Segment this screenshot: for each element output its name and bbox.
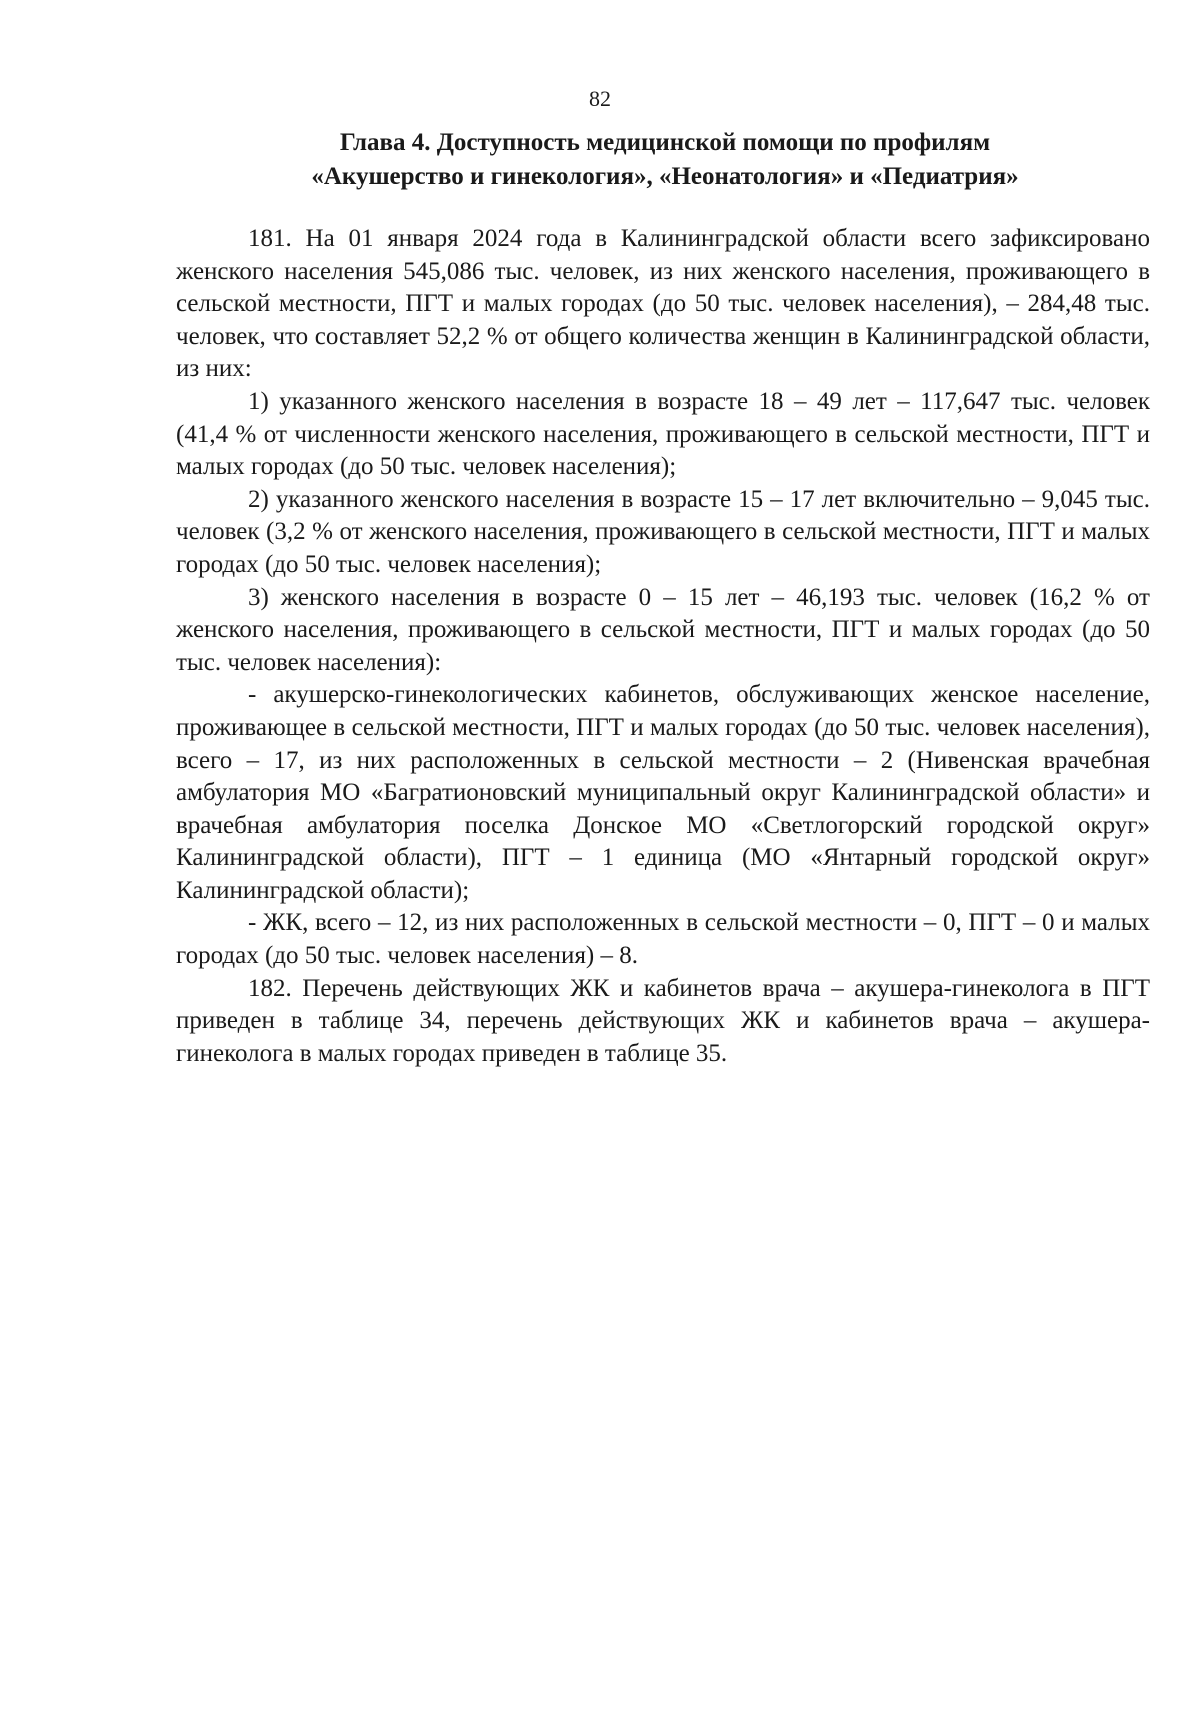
paragraph-182: 182. Перечень действующих ЖК и кабинетов врача – акушера-гинеколога в ПГТ приведен в таблице 34, перечень действующих ЖК и кабинетов врача – акушера-гинеколога в малых городах приведен в таблице 35.: [176, 974, 1150, 1067]
chapter-title-line-1: Глава 4. Доступность медицинской помощи по профилям: [339, 129, 991, 156]
list-item-1: 1) указанного женского населения в возрасте 18 – 49 лет – 117,647 тыс. человек (41,4 % от численности женского населения, проживающего в сельской местности, ПГТ и малых городах (до 50 тыс. человек населения);: [176, 387, 1150, 481]
paragraph-181: 181. На 01 января 2024 года в Калининградской области всего зафиксировано женского населения 545,086 тыс. человек, из них женского населения, проживающего в сельской местности, ПГТ и малых городах (до 50 тыс. человек населения), – 284,48 тыс. человек, что составляет 52,2 % от общего количества женщин в Калининградской области, из них:: [176, 225, 1150, 383]
body-text: [176, 223, 1150, 1070]
chapter-title-line-2: «Акушерство и гинекология», «Неонатология» и «Педиатрия»: [311, 163, 1019, 190]
bullet-item-zhk: - ЖК, всего – 12, из них расположенных в сельской местности – 0, ПГТ – 0 и малых городах (до 50 тыс. человек населения) – 8.: [176, 909, 1150, 970]
page-number: 82: [589, 86, 611, 111]
list-item-3: 3) женского населения в возрасте 0 – 15 лет – 46,193 тыс. человек (16,2 % от женского населения, проживающего в сельской местности, ПГТ и малых городах (до 50 тыс. человек населения):: [176, 583, 1150, 676]
list-item-2: 2) указанного женского населения в возрасте 15 – 17 лет включительно – 9,045 тыс. человек (3,2 % от женского населения, проживающего в сельской местности, ПГТ и малых городах (до 50 тыс. человек населения);: [176, 485, 1150, 578]
bullet-item-cabinets: - акушерско-гинекологических кабинетов, обслуживающих женское население, проживающее в сельской местности, ПГТ и малых городах (до 50 тыс. человек населения), всего – 17, из них расположенных в сельской местности – 2 (Нивенская врачебная амбулатория МО «Багратионовский муниципальный округ Калининградской области» и врачебная амбулатория поселка Донское МО «Светлогорский городской округ» Калининградской области), ПГТ – 1 единица (МО «Янтарный городской округ» Калининградской области);: [176, 681, 1150, 904]
chapter-title: [180, 126, 1150, 194]
